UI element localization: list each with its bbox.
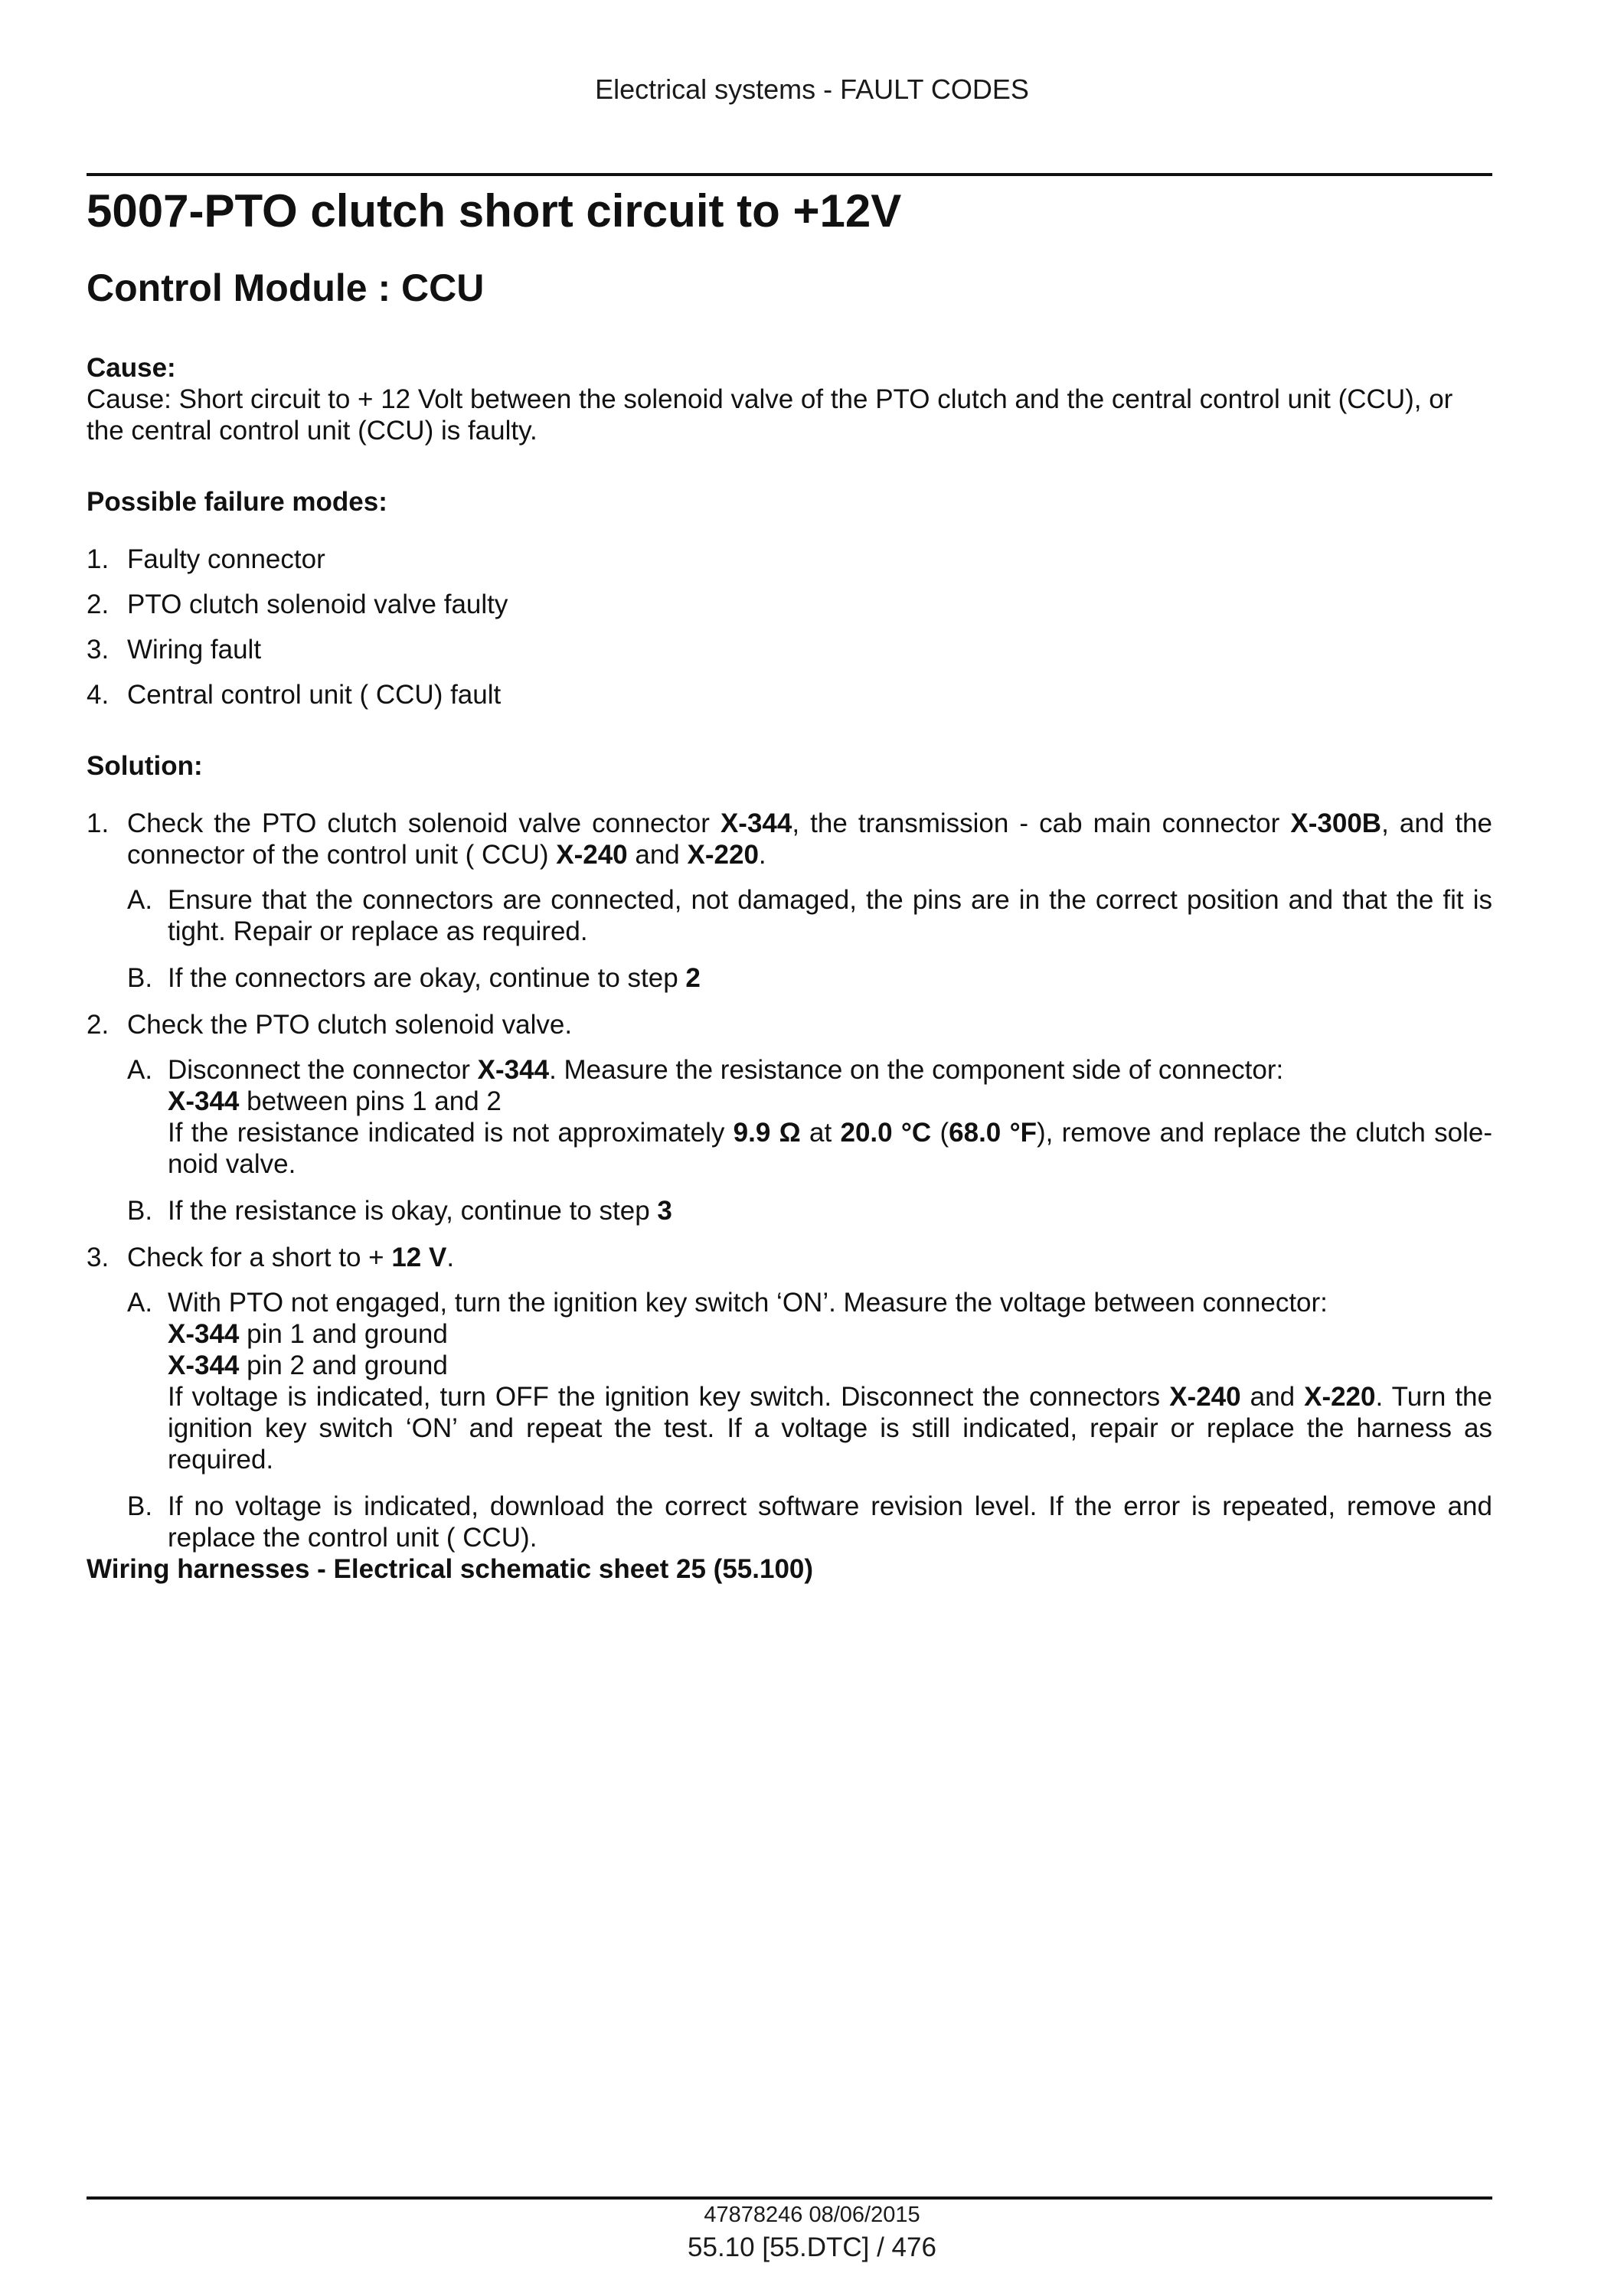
solution-step-1	[87, 808, 1492, 870]
substep-text: Disconnect the connector X-344. Measure the resistance on the component side of connector: X-344 between pins 1 and 2 If the resistance indicated is not approximately 9.9 Ω at 20.0 °C (68.0 °F), remove and replace the clutch sole-noid valve.	[168, 1055, 1492, 1179]
temperature-f: 68.0 °F	[949, 1118, 1037, 1148]
connector-code: X-344	[168, 1086, 240, 1116]
substep-text: If the resistance is okay, continue to step 3	[168, 1196, 672, 1226]
solution-step-2b	[127, 1195, 1492, 1226]
substep-letter: B.	[127, 1196, 153, 1226]
solution-step-3a	[127, 1287, 1492, 1475]
step-number: 2.	[87, 1010, 109, 1040]
footer-rule	[87, 2196, 1492, 2200]
substep-letter: A.	[127, 885, 153, 915]
list-number: 2.	[87, 590, 109, 619]
step-reference: 2	[685, 963, 701, 993]
solution-step-2	[87, 1009, 1492, 1040]
substep-text: If the connectors are okay, continue to step 2	[168, 963, 701, 993]
solution-step-1b	[127, 962, 1492, 994]
list-item	[87, 679, 1492, 710]
step-text: Check the PTO clutch solenoid valve.	[127, 1010, 573, 1040]
list-text: Wiring fault	[127, 635, 262, 665]
control-module-heading: Control Module : CCU	[87, 266, 485, 309]
solution-step-3b	[127, 1491, 1492, 1553]
substep-text: If no voltage is indicated, download the correct software revision level. If the error is repeated, remove and replace the control unit ( CCU).	[168, 1491, 1492, 1553]
page-number: 55.10 [55.DTC] / 476	[688, 2232, 936, 2262]
substep-letter: A.	[127, 1055, 153, 1085]
solution-step-2a	[127, 1054, 1492, 1180]
page-title: 5007-PTO clutch short circuit to +12V	[87, 185, 902, 237]
page-header: Electrical systems - FAULT CODES	[595, 73, 1029, 105]
list-text: Central control unit ( CCU) fault	[127, 680, 502, 710]
header-rule	[87, 173, 1492, 176]
substep-letter: B.	[127, 1491, 153, 1521]
cause-text: Cause: Short circuit to + 12 Volt between the solenoid valve of the PTO clutch and the central control unit (CCU), or the central control unit (CCU) is faulty.	[87, 384, 1453, 446]
connector-code: X-240	[1169, 1382, 1241, 1412]
connector-code: X-344	[720, 808, 792, 838]
list-item	[87, 589, 1492, 620]
step-text: Check the PTO clutch solenoid valve connector X-344, the transmission - cab main connector X-300B, and the connector of the control unit ( CCU) X-240 and X-220.	[127, 808, 1492, 870]
resistance-value: 9.9 Ω	[733, 1118, 801, 1148]
list-item	[87, 634, 1492, 665]
connector-code: X-220	[1304, 1382, 1376, 1412]
solution-step-3	[87, 1242, 1492, 1273]
step-number: 3.	[87, 1243, 109, 1272]
substep-letter: B.	[127, 963, 153, 993]
substep-letter: A.	[127, 1288, 153, 1318]
list-item	[87, 544, 1492, 575]
connector-code: X-344	[168, 1350, 240, 1380]
failure-modes-list	[87, 544, 1492, 710]
connector-code: X-220	[687, 840, 759, 870]
list-number: 4.	[87, 680, 109, 710]
substep-text: Ensure that the connectors are connected, not damaged, the pins are in the correct position and that the fit is tight. Repair or replace as required.	[168, 885, 1492, 946]
solution-step-1a	[127, 884, 1492, 947]
connector-code: X-240	[556, 840, 628, 870]
temperature-c: 20.0 °C	[840, 1118, 932, 1148]
document-body	[87, 178, 1492, 1585]
cause-label: Cause:	[87, 353, 176, 383]
substep-text: With PTO not engaged, turn the ignition key switch ‘ON’. Measure the voltage between connector: X-344 pin 1 and ground X-344 pin 2 and ground If voltage is indicated, turn OFF the ignition key switch. Disconnect the connectors X-240 and X-220. Turn the ignition key switch ‘ON’ and repeat the test. If a voltage is still indicated, repair or replace the harness as required.	[168, 1288, 1492, 1475]
voltage-value: 12 V	[391, 1243, 447, 1272]
connector-code: X-344	[168, 1319, 240, 1349]
solution-label: Solution:	[87, 751, 203, 781]
connector-code: X-300B	[1290, 808, 1382, 838]
step-text: Check for a short to + 12 V.	[127, 1243, 455, 1272]
failure-modes-label: Possible failure modes:	[87, 487, 387, 517]
step-reference: 3	[657, 1196, 672, 1226]
list-text: Faulty connector	[127, 544, 325, 574]
connector-code: X-344	[477, 1055, 550, 1085]
document-code: 47878246 08/06/2015	[704, 2203, 920, 2227]
step-number: 1.	[87, 808, 109, 838]
list-text: PTO clutch solenoid valve faulty	[127, 590, 508, 619]
list-number: 3.	[87, 635, 109, 665]
schematic-reference-link[interactable]: Wiring harnesses - Electrical schematic sheet 25 (55.100)	[87, 1554, 814, 1584]
list-number: 1.	[87, 544, 109, 574]
